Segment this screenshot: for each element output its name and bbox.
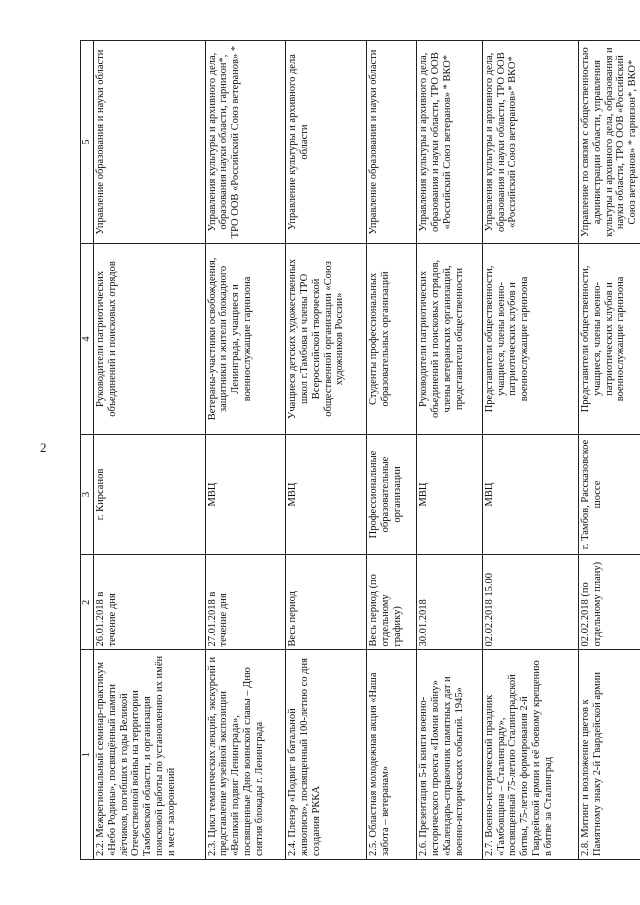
event-cell: 2.7. Военно-исторический праздник «Тамбовщина – Сталинграду», посвященный 75-летию Сталинградской битвы, 75-летию формирования 2-й Гвардейской армии и её боевому крещению в битве за Сталинград <box>482 650 578 860</box>
table-row <box>286 41 367 860</box>
header-col-1: 1 <box>81 650 94 860</box>
place-cell: МВЦ <box>482 434 578 555</box>
participants-cell: Представители общественности, учащиеся, члены военно-патриотических клубов и военнослужащие гарнизона <box>579 244 640 434</box>
participants-cell: Представители общественности, учащиеся, члены военно-патриотических клубов и военнослужащие гарнизона <box>482 244 578 434</box>
event-cell: 2.5. Областная молодежная акция «Наша забота – ветеранам» <box>367 650 417 860</box>
place-cell: МВЦ <box>205 434 286 555</box>
header-col-5: 5 <box>81 41 94 244</box>
table-row <box>205 41 286 860</box>
participants-cell: Ветераны-участники освобождения, защитники и жители блокадного Ленинграда, учащиеся и военнослужащие гарнизона <box>205 244 286 434</box>
participants-cell: Студенты профессиональных образовательных организаций <box>367 244 417 434</box>
header-row <box>81 41 94 860</box>
table-row <box>367 41 417 860</box>
responsible-cell: Управление по связям с общественностью администрации области, управления культуры и архивного дела, образования и науки области, ТРО ООВ «Российский Союз ветеранов» * гарнизон*, ВКО* <box>579 41 640 244</box>
responsible-cell: Управление образования и науки области <box>94 41 206 244</box>
page-number: 2 <box>40 440 47 455</box>
date-cell: Весь период <box>286 555 367 650</box>
place-cell: МВЦ <box>417 434 482 555</box>
events-table <box>80 40 640 860</box>
header-col-2: 2 <box>81 555 94 650</box>
rotated-table-container <box>80 40 640 860</box>
place-cell: Профессиональные образовательные организации <box>367 434 417 555</box>
responsible-cell: Управление образования и науки области <box>367 41 417 244</box>
table-row <box>94 41 206 860</box>
header-col-3: 3 <box>81 434 94 555</box>
date-cell: 02.02.2018 15.00 <box>482 555 578 650</box>
responsible-cell: Управление культуры и архивного дела области <box>286 41 367 244</box>
event-cell: 2.8. Митинг и возложение цветов к Памятному знаку 2-й Гвардейской армии <box>579 650 640 860</box>
place-cell: г. Тамбов, Рассказовское шоссе <box>579 434 640 555</box>
event-cell: 2.2. Межрегиональный семинар-практикум «Небо Родины», посвящённый памяти лётчиков, погибших в годы Великой Отечественной войны на территории Тамбовской области, и организация поисковой работы по установлению их имён и мест захоронений <box>94 650 206 860</box>
participants-cell: Руководители патриотических объединений и поисковых отрядов <box>94 244 206 434</box>
table-row <box>417 41 482 860</box>
date-cell: 26.01.2018 в течение дня <box>94 555 206 650</box>
date-cell: 27.01.2018 в течение дня <box>205 555 286 650</box>
date-cell: Весь период (по отдельному графику) <box>367 555 417 650</box>
responsible-cell: Управления культуры и архивного дела, образования науки области, гарнизон*, ТРО ООВ «Российский Союз ветеранов» * <box>205 41 286 244</box>
event-cell: 2.3. Цикл тематических лекций, экскурсий и представление музейной экспозиции «Великий подвиг Ленинграда», посвященные Дню воинской славы – Дню снятия блокады г. Ленинграда <box>205 650 286 860</box>
responsible-cell: Управления культуры и архивного дела, образования и науки области, ТРО ООВ «Российский Союз ветеранов»* ВКО* <box>482 41 578 244</box>
table-row <box>579 41 640 860</box>
date-cell: 30.01.2018 <box>417 555 482 650</box>
participants-cell: Учащиеся детских художественных школ г.Тамбова и члены ТРО Всероссийской творческой общественной организации «Союз художников России» <box>286 244 367 434</box>
responsible-cell: Управления культуры и архивного дела, образования и науки области, ТРО ООВ «Российский Союз ветеранов» * ВКО* <box>417 41 482 244</box>
event-cell: 2.4. Пленэр «Подвиг в батальной живописи», посвященный 100-летию со дня создания РККА <box>286 650 367 860</box>
participants-cell: Руководители патриотических объединений и поисковых отрядов, члены ветеранских организаций, представители общественности <box>417 244 482 434</box>
place-cell: МВЦ <box>286 434 367 555</box>
header-col-4: 4 <box>81 244 94 434</box>
date-cell: 02.02.2018 (по отдельному плану) <box>579 555 640 650</box>
place-cell: г. Кирсанов <box>94 434 206 555</box>
table-row <box>482 41 578 860</box>
event-cell: 2.6. Презентация 5-й книги военно-исторического проекта «Помни войну» «Календарь-справочник памятных дат и военно-исторических событий. 1945» <box>417 650 482 860</box>
